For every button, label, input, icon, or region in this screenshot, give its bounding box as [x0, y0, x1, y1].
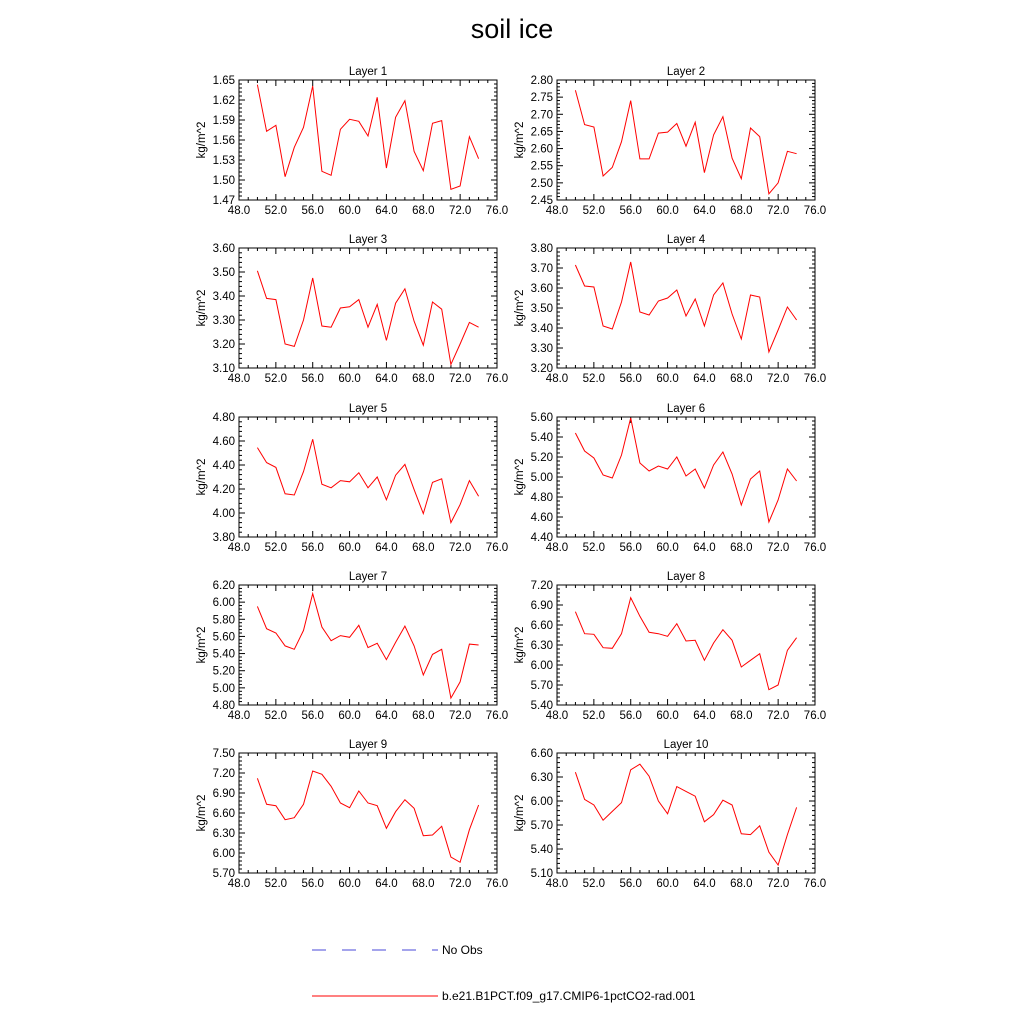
x-tick-label: 64.0: [693, 542, 716, 554]
x-tick-label: 56.0: [619, 710, 642, 722]
x-tick-label: 64.0: [693, 878, 716, 890]
x-tick-label: 68.0: [730, 710, 753, 722]
series-line: [257, 439, 478, 522]
y-tick-label: 4.60: [530, 512, 553, 524]
y-tick-label: 6.00: [530, 796, 553, 808]
x-tick-label: 56.0: [301, 205, 324, 217]
y-tick-label: 5.60: [212, 631, 235, 644]
x-tick-label: 60.0: [338, 878, 361, 890]
y-tick-label: 6.60: [212, 808, 235, 820]
y-tick-label: 6.30: [530, 640, 553, 652]
x-tick-label: 68.0: [412, 373, 435, 385]
x-tick-label: 64.0: [375, 710, 398, 722]
y-tick-label: 5.40: [530, 700, 553, 712]
panel-title: Layer 4: [666, 234, 706, 246]
x-tick-label: 72.0: [448, 373, 472, 385]
legend-label: b.e21.B1PCT.f09_g17.CMIP6-1pctCO2-rad.001: [442, 989, 696, 1003]
x-tick-label: 76.0: [485, 710, 509, 722]
y-tick-label: 5.70: [530, 820, 553, 832]
series-line: [575, 418, 796, 522]
x-tick-label: 52.0: [582, 542, 606, 554]
x-tick-label: 48.0: [227, 542, 251, 554]
y-tick-label: 4.80: [530, 492, 553, 504]
y-tick-label: 2.45: [530, 195, 553, 207]
series-line: [575, 90, 796, 194]
y-tick-label: 3.20: [212, 339, 235, 351]
x-tick-label: 52.0: [264, 710, 288, 722]
y-tick-label: 3.60: [212, 243, 235, 255]
y-axis-label: kg/m^2: [514, 794, 526, 832]
panel-4: [514, 234, 826, 385]
y-tick-label: 3.50: [530, 303, 553, 315]
x-tick-label: 60.0: [656, 542, 679, 554]
y-tick-label: 6.00: [530, 660, 553, 672]
x-tick-label: 56.0: [619, 542, 642, 554]
y-tick-label: 2.75: [530, 92, 553, 105]
x-tick-label: 56.0: [301, 878, 324, 890]
y-tick-label: 2.80: [530, 75, 553, 87]
x-tick-label: 48.0: [545, 373, 569, 385]
y-tick-label: 6.60: [530, 620, 553, 632]
x-tick-label: 52.0: [582, 373, 606, 385]
panel-title: Layer 2: [666, 66, 706, 78]
panel-title: Layer 3: [348, 234, 388, 246]
y-axis-label: kg/m^2: [196, 458, 208, 496]
y-tick-label: 5.40: [530, 844, 553, 856]
y-tick-label: 3.30: [212, 315, 235, 327]
y-tick-label: 3.40: [212, 291, 235, 303]
x-tick-label: 68.0: [730, 373, 753, 385]
panel-title: Layer 10: [663, 739, 709, 751]
y-tick-label: 4.60: [212, 436, 235, 448]
y-tick-label: 5.10: [530, 868, 553, 880]
series-line: [257, 85, 478, 190]
x-tick-label: 68.0: [412, 205, 435, 217]
panel-title: Layer 6: [666, 403, 706, 415]
x-tick-label: 52.0: [582, 878, 606, 890]
x-tick-label: 52.0: [264, 542, 288, 554]
y-tick-label: 4.80: [212, 700, 235, 712]
x-tick-label: 56.0: [619, 373, 642, 385]
x-tick-label: 48.0: [545, 542, 569, 554]
plot-frame: [239, 417, 497, 537]
x-tick-label: 60.0: [656, 205, 679, 217]
y-tick-label: 4.40: [212, 460, 235, 472]
y-tick-label: 3.50: [212, 267, 235, 279]
x-tick-label: 60.0: [338, 710, 361, 722]
y-tick-label: 2.65: [530, 126, 553, 139]
plot-frame: [557, 417, 815, 537]
x-tick-label: 68.0: [730, 878, 753, 890]
x-tick-label: 76.0: [803, 373, 827, 385]
x-tick-label: 52.0: [582, 205, 606, 217]
panel-title: Layer 1: [348, 66, 388, 78]
x-tick-label: 68.0: [412, 542, 435, 554]
y-tick-label: 3.70: [530, 263, 553, 275]
series-line: [575, 262, 796, 352]
x-tick-label: 72.0: [448, 542, 472, 554]
y-tick-label: 3.30: [530, 343, 553, 355]
y-axis-label: kg/m^2: [514, 458, 526, 496]
panel-9: [196, 739, 508, 890]
legend-label: No Obs: [442, 943, 483, 957]
x-tick-label: 56.0: [301, 373, 324, 385]
y-tick-label: 5.00: [530, 472, 553, 484]
x-tick-label: 64.0: [375, 542, 398, 554]
series-line: [257, 271, 478, 365]
y-tick-label: 4.00: [212, 508, 235, 520]
x-tick-label: 48.0: [545, 878, 569, 890]
x-tick-label: 56.0: [619, 878, 642, 890]
x-tick-label: 52.0: [264, 878, 288, 890]
y-tick-label: 4.40: [530, 532, 553, 544]
x-tick-label: 56.0: [301, 542, 324, 554]
y-tick-label: 1.62: [212, 95, 235, 107]
y-tick-label: 3.20: [530, 363, 553, 375]
x-tick-label: 72.0: [766, 205, 790, 217]
panel-title: Layer 8: [666, 571, 706, 583]
x-tick-label: 64.0: [375, 373, 398, 385]
x-tick-label: 76.0: [803, 542, 827, 554]
y-tick-label: 7.20: [530, 580, 553, 592]
y-tick-label: 3.40: [530, 323, 553, 335]
x-tick-label: 48.0: [227, 205, 251, 217]
x-tick-label: 72.0: [766, 373, 790, 385]
series-line: [575, 764, 796, 865]
y-tick-label: 5.60: [530, 412, 553, 424]
y-tick-label: 2.60: [530, 143, 553, 156]
y-tick-label: 2.55: [530, 160, 553, 173]
panel-title: Layer 5: [348, 403, 388, 415]
x-tick-label: 60.0: [656, 710, 679, 722]
x-tick-label: 60.0: [656, 878, 679, 890]
x-tick-label: 76.0: [485, 542, 509, 554]
y-tick-label: 5.20: [530, 452, 553, 464]
x-tick-label: 76.0: [803, 710, 827, 722]
y-axis-label: kg/m^2: [196, 794, 208, 832]
y-axis-label: kg/m^2: [196, 289, 208, 327]
y-tick-label: 5.70: [212, 868, 235, 880]
x-tick-label: 72.0: [766, 542, 790, 554]
panel-8: [514, 571, 826, 722]
x-tick-label: 60.0: [656, 373, 679, 385]
x-tick-label: 72.0: [448, 205, 472, 217]
y-tick-label: 6.30: [212, 828, 235, 840]
y-tick-label: 5.20: [212, 665, 235, 678]
y-tick-label: 1.56: [212, 135, 235, 147]
plot-frame: [239, 585, 497, 705]
y-tick-label: 6.00: [212, 597, 235, 610]
panel-3: [196, 234, 508, 385]
x-tick-label: 64.0: [375, 205, 398, 217]
x-tick-label: 60.0: [338, 373, 361, 385]
y-tick-label: 6.30: [530, 772, 553, 784]
y-tick-label: 3.10: [212, 363, 235, 375]
y-tick-label: 5.80: [212, 614, 235, 627]
x-tick-label: 64.0: [693, 205, 716, 217]
y-tick-label: 3.60: [530, 283, 553, 295]
y-tick-label: 6.20: [212, 580, 235, 592]
y-tick-label: 6.90: [212, 788, 235, 800]
legend: [312, 943, 696, 1003]
series-line: [575, 598, 796, 690]
y-tick-label: 1.53: [212, 155, 235, 167]
y-tick-label: 5.70: [530, 680, 553, 692]
x-tick-label: 48.0: [227, 373, 251, 385]
x-tick-label: 68.0: [412, 710, 435, 722]
y-tick-label: 4.20: [212, 484, 235, 496]
y-tick-label: 2.70: [530, 109, 553, 122]
x-tick-label: 52.0: [264, 205, 288, 217]
x-tick-label: 52.0: [264, 373, 288, 385]
panel-6: [514, 403, 826, 554]
plot-frame: [557, 585, 815, 705]
plot-frame: [557, 248, 815, 368]
y-tick-label: 3.80: [212, 532, 235, 544]
series-line: [257, 771, 478, 862]
y-tick-label: 5.40: [530, 432, 553, 444]
x-tick-label: 64.0: [693, 373, 716, 385]
x-tick-label: 76.0: [803, 878, 827, 890]
x-tick-label: 72.0: [766, 878, 790, 890]
y-axis-label: kg/m^2: [514, 626, 526, 664]
x-tick-label: 72.0: [448, 878, 472, 890]
panel-10: [514, 739, 826, 890]
panel-title: Layer 7: [348, 571, 388, 583]
panel-7: [196, 571, 508, 722]
plot-frame: [239, 80, 497, 200]
x-tick-label: 64.0: [375, 878, 398, 890]
y-tick-label: 1.47: [212, 195, 235, 207]
x-tick-label: 60.0: [338, 205, 361, 217]
x-tick-label: 72.0: [448, 710, 472, 722]
x-tick-label: 68.0: [730, 205, 753, 217]
x-tick-label: 48.0: [545, 710, 569, 722]
y-tick-label: 6.90: [530, 600, 553, 612]
x-tick-label: 48.0: [227, 710, 251, 722]
plot-frame: [557, 753, 815, 873]
x-tick-label: 76.0: [803, 205, 827, 217]
x-tick-label: 60.0: [338, 542, 361, 554]
plot-frame: [557, 80, 815, 200]
series-line: [257, 594, 478, 699]
y-tick-label: 6.00: [212, 848, 235, 860]
panel-title: Layer 9: [348, 739, 388, 751]
y-tick-label: 6.60: [530, 748, 553, 760]
x-tick-label: 48.0: [227, 878, 251, 890]
y-axis-label: kg/m^2: [196, 121, 208, 159]
x-tick-label: 76.0: [485, 878, 509, 890]
y-tick-label: 1.50: [212, 175, 235, 187]
x-tick-label: 52.0: [582, 710, 606, 722]
y-tick-label: 5.40: [212, 648, 235, 661]
x-tick-label: 68.0: [730, 542, 753, 554]
y-tick-label: 2.50: [530, 177, 553, 190]
y-tick-label: 7.20: [212, 768, 235, 780]
x-tick-label: 68.0: [412, 878, 435, 890]
panel-2: [514, 66, 826, 217]
y-axis-label: kg/m^2: [514, 121, 526, 159]
figure-title: soil ice: [470, 14, 554, 44]
y-tick-label: 3.80: [530, 243, 553, 255]
x-tick-label: 64.0: [693, 710, 716, 722]
panel-1: [196, 66, 508, 217]
y-tick-label: 4.80: [212, 412, 235, 424]
x-tick-label: 76.0: [485, 205, 509, 217]
plot-frame: [239, 753, 497, 873]
panel-5: [196, 403, 508, 554]
x-tick-label: 72.0: [766, 710, 790, 722]
x-tick-label: 76.0: [485, 373, 509, 385]
y-axis-label: kg/m^2: [514, 289, 526, 327]
y-axis-label: kg/m^2: [196, 626, 208, 664]
x-tick-label: 56.0: [619, 205, 642, 217]
y-tick-label: 1.65: [212, 75, 235, 87]
y-tick-label: 1.59: [212, 115, 235, 127]
x-tick-label: 48.0: [545, 205, 569, 217]
y-tick-label: 7.50: [212, 748, 235, 760]
y-tick-label: 5.00: [212, 682, 235, 695]
x-tick-label: 56.0: [301, 710, 324, 722]
